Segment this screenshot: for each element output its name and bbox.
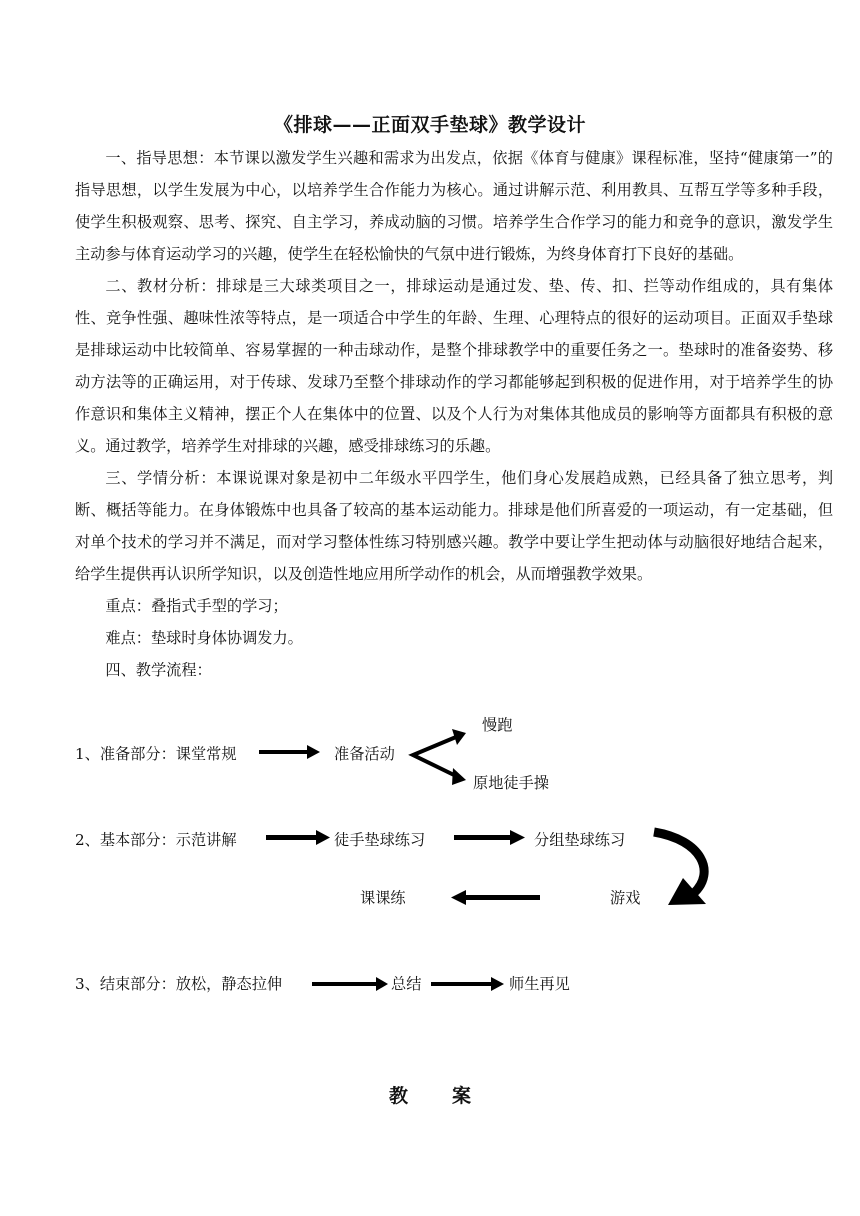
flow-prep-branch-up: 慢跑: [482, 716, 513, 734]
paragraph-material-analysis: 二、教材分析：排球是三大球类项目之一，排球运动是通过发、垫、传、扣、拦等动作组成的，具有集体性、竞争性强、趣味性浓等特点，是一项适合中学生的年龄、生理、心理特点的很好的运动项目。正面双手垫球是排球运动中比较简单、容易掌握的一种击球动作，是整个排球教学中的重要任务之一。垫球时的准备姿势、移动方法等的正确运用，对于传球、发球乃至整个排球动作的学习都能够起到积极的促进作用，对于培养学生的协作意识和集体主义精神，摆正个人在集体中的位置、以及个人行为对集体其他成员的影响等方面都具有积极的意义。通过教学，培养学生对排球的兴趣，感受排球练习的乐趣。: [75, 277, 833, 455]
closing-char-2: 案: [452, 1085, 472, 1107]
flow-prep-activity: 准备活动: [334, 745, 395, 763]
arrow-right-icon: [266, 830, 330, 845]
flow-prep-branch-down: 原地徒手操: [473, 774, 549, 792]
arrow-right-icon: [312, 977, 388, 991]
flow-prep-label: 1、准备部分：课堂常规: [75, 745, 237, 763]
arrow-head-down-icon: [452, 768, 466, 785]
branch-arrows-icon: [413, 737, 456, 776]
closing-heading: [0, 1081, 860, 1108]
paragraph-difficult-point: 难点：垫球时身体协调发力。: [105, 629, 303, 647]
document-title: 《排球——正面双手垫球》教学设计: [273, 114, 586, 136]
flow-end-step2: 总结: [391, 975, 422, 993]
arrow-right-icon: [454, 830, 525, 845]
flow-basic-step3: 分组垫球练习: [534, 831, 626, 849]
closing-char-1: 教: [388, 1085, 408, 1107]
flow-basic-step5: 课课练: [360, 889, 406, 907]
paragraph-key-point: 重点：叠指式手型的学习；: [105, 597, 288, 615]
flow-end-step3: 师生再见: [509, 975, 570, 993]
curved-arrow-icon: [654, 832, 706, 905]
paragraph-flow-heading: 四、教学流程：: [105, 661, 212, 679]
paragraph-guiding-ideology: 一、指导思想：本节课以激发学生兴趣和需求为出发点，依据《体育与健康》课程标准，坚持“健康第一”的指导思想，以学生发展为中心，以培养学生合作能力为核心。通过讲解示范、利用教具、互帮互学等多种手段，使学生积极观察、思考、探究、自主学习，养成动脑的习惯。培养学生合作学习的能力和竞争的意识，激发学生主动参与体育运动学习的兴趣，使学生在轻松愉快的气氛中进行锻炼，为终身体育打下良好的基础。: [75, 149, 833, 263]
flow-basic-step2: 徒手垫球练习: [334, 831, 426, 849]
flow-end-label: 3、结束部分：放松，静态拉伸: [75, 975, 283, 993]
arrow-right-icon: [431, 977, 504, 991]
flow-basic-label: 2、基本部分：示范讲解: [75, 831, 237, 849]
paragraph-student-analysis: 三、学情分析：本课说课对象是初中二年级水平四学生，他们身心发展趋成熟，已经具备了独立思考，判断、概括等能力。在身体锻炼中也具备了较高的基本运动能力。排球是他们所喜爱的一项运动，有一定基础，但对单个技术的学习并不满足，而对学习整体性练习特别感兴趣。教学中要让学生把动体与动脑很好地结合起来，给学生提供再认识所学知识，以及创造性地应用所学动作的机会，从而增强教学效果。: [75, 469, 833, 583]
flow-basic-step4: 游戏: [610, 889, 641, 907]
arrow-left-icon: [451, 890, 540, 905]
arrow-right-icon: [259, 745, 320, 759]
